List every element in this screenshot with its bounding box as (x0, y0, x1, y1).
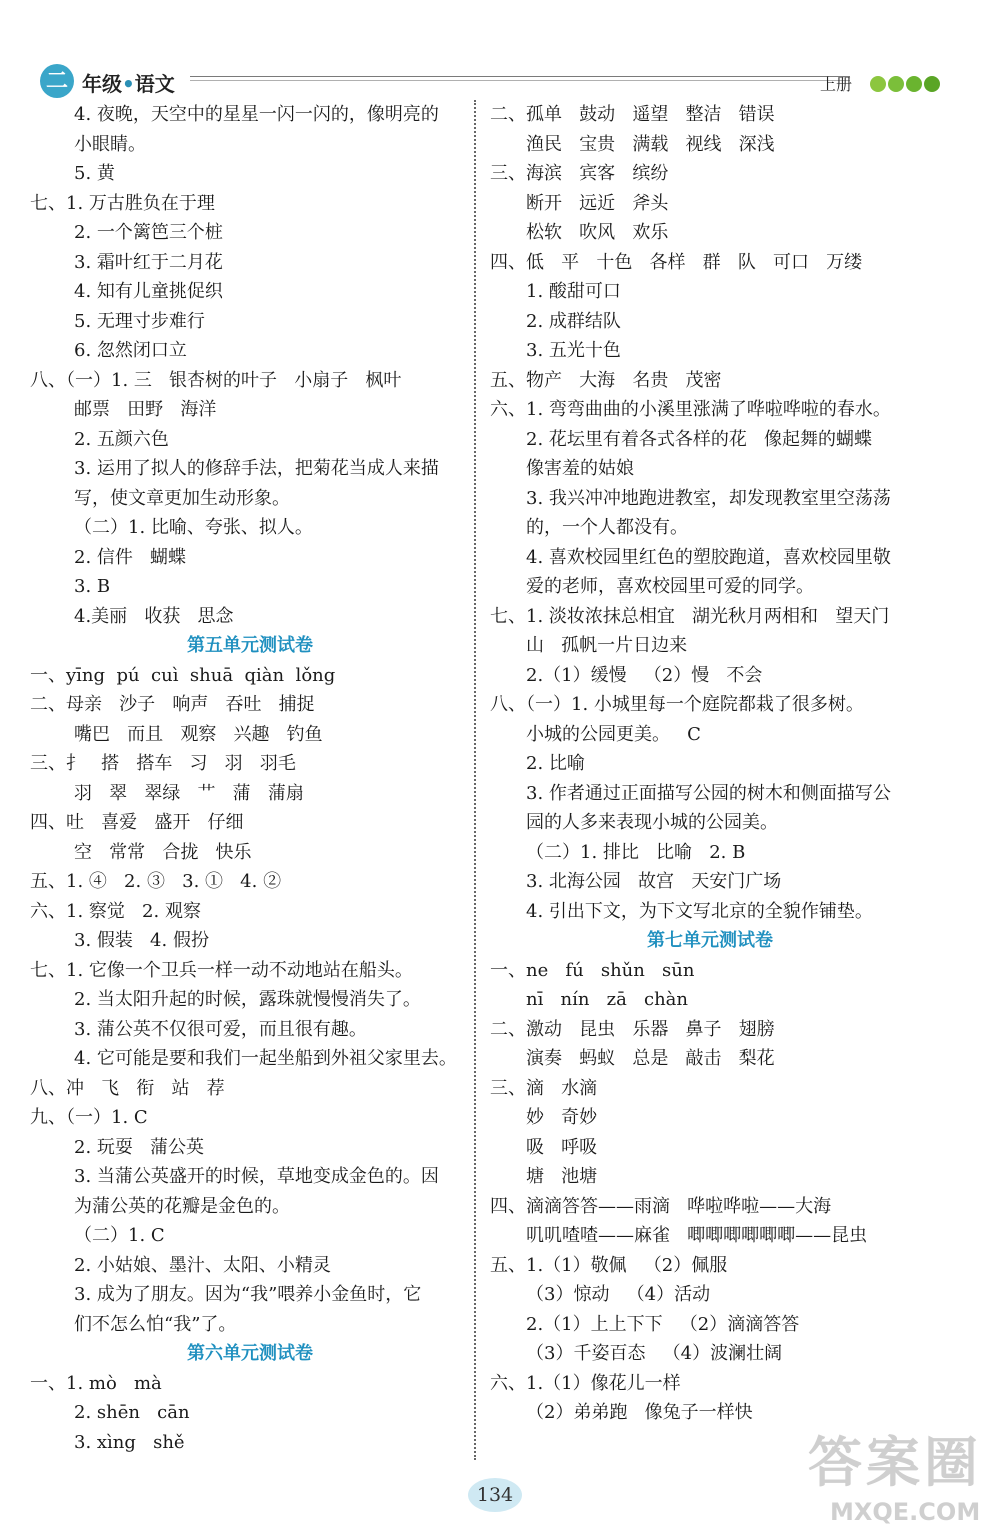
answer-line: 们不怎么怕“我”了。 (74, 1313, 237, 1335)
answer-line: 一、ne fú shǔn sūn (490, 959, 695, 981)
answer-line: （二）1. 比喻、夸张、拟人。 (74, 517, 313, 538)
answer-line: 4. 引出下文，为下文写北京的全貌作铺垫。 (526, 900, 873, 922)
header-rule (190, 76, 850, 77)
answer-line: 3. 北海公园 故宫 天安门广场 (526, 871, 782, 892)
answer-line: 二、孤单 鼓动 遥望 整洁 错误 (490, 104, 775, 125)
answer-line: 爱的老师，喜欢校园里可爱的同学。 (526, 576, 814, 597)
answer-line: 七、1. 淡妆浓抹总相宜 湖光秋月两相和 望天门 (490, 605, 890, 627)
volume-label: 上册 (820, 75, 853, 94)
page-header (40, 64, 920, 100)
answer-line: 3. 当蒲公英盛开的时候，草地变成金色的。因 (74, 1166, 439, 1187)
subject-label: 语文 (134, 72, 175, 96)
answer-line: （二）1. 排比 比喻 2. B (526, 841, 746, 863)
right-column (490, 100, 930, 1428)
answer-line: 九、（一）1. C (30, 1107, 148, 1128)
answer-line: （3）千姿百态 （4）波澜壮阔 (526, 1343, 783, 1364)
answer-line: 4. 夜晚，天空中的星星一闪一闪的，像明亮的 (74, 104, 439, 125)
section-title: 第五单元测试卷 (187, 635, 313, 656)
answer-line: 4. 它可能是要和我们一起坐船到外祖父家里去。 (74, 1048, 457, 1069)
answer-line: 四、低 平 十色 各样 群 队 可口 万缕 (490, 251, 863, 273)
answer-line: 一、1. mò mà (30, 1372, 162, 1394)
answer-line: 2. 小姑娘、墨汁、太阳、小精灵 (74, 1254, 331, 1276)
answer-line: 2.（1）上上下下 （2）滴滴答答 (526, 1313, 800, 1335)
answer-line: 2. 成群结队 (526, 310, 621, 332)
section-title: 第七单元测试卷 (647, 930, 773, 951)
answer-line: 3. 霜叶红于二月花 (74, 251, 223, 273)
answer-line: 松软 吹风 欢乐 (526, 222, 669, 243)
answer-line: 为蒲公英的花瓣是金色的。 (74, 1195, 290, 1217)
answer-line: 塘 池塘 (526, 1166, 598, 1187)
answer-line: 4.美丽 收获 思念 (74, 605, 234, 627)
answer-line: 2. 比喻 (526, 753, 585, 774)
answer-line: 一、yīng pú cuì shuā qiàn lǒng (30, 664, 336, 686)
watermark (808, 1420, 998, 1530)
answer-line: 5. 无理寸步难行 (74, 310, 205, 332)
answer-line: 七、1. 万古胜负在于理 (30, 192, 215, 214)
answer-line: 3. 假装 4. 假扮 (74, 930, 209, 951)
answer-line: 妙 奇妙 (526, 1107, 598, 1128)
answer-line: 2. 玩耍 蒲公英 (74, 1136, 205, 1158)
answer-line: 3. 成为了朋友。因为“我”喂养小金鱼时，它 (74, 1284, 422, 1305)
answer-line: 嘴巴 而且 观察 兴趣 钓鱼 (74, 723, 323, 745)
answer-line: 2. 当太阳升起的时候，露珠就慢慢消失了。 (74, 989, 421, 1010)
answer-line: 园的人多来表现小城的公园美。 (526, 812, 778, 833)
answer-line: 六、1.（1）像花儿一样 (490, 1372, 681, 1394)
answer-line: 3. xìng shě (74, 1431, 185, 1453)
answer-line: 二、激动 昆虫 乐器 鼻子 翅膀 (490, 1018, 775, 1040)
answer-line: 二、母亲 沙子 响声 吞吐 捕捉 (30, 694, 315, 715)
answer-line: 八、（一）1. 三 银杏树的叶子 小扇子 枫叶 (30, 369, 402, 391)
answer-line: 小眼睛。 (74, 133, 146, 155)
section-title: 第六单元测试卷 (187, 1343, 313, 1364)
answer-line: 五、物产 大海 名贵 茂密 (490, 369, 722, 391)
watermark-url: MXQE.COM (830, 1498, 981, 1526)
answer-line: 四、滴滴答答——雨滴 哗啦哗啦——大海 (490, 1195, 832, 1217)
answer-line: 2. 五颜六色 (74, 428, 169, 450)
answer-line: 断开 远近 斧头 (526, 192, 669, 214)
answer-line: 2.（1）缓慢 （2）慢 不会 (526, 664, 763, 686)
answer-line: 6. 忽然闭口立 (74, 340, 187, 361)
grade-label: 年级 (82, 72, 122, 96)
answer-line: 5. 黄 (74, 163, 115, 184)
answer-line: 2. 花坛里有着各式各样的花 像起舞的蝴蝶 (526, 428, 873, 450)
answer-line: 演奏 蚂蚁 总是 敲击 梨花 (526, 1048, 775, 1069)
answer-line: 吸 呼吸 (526, 1136, 598, 1158)
answer-line: 3. 作者通过正面描写公园的树木和侧面描写公 (526, 782, 891, 804)
answer-line: 渔民 宝贵 满载 视线 深浅 (526, 133, 775, 155)
answer-line: 三、滴 水滴 (490, 1077, 598, 1099)
answer-line: 像害羞的姑娘 (526, 458, 634, 479)
answer-line: （2）弟弟跑 像兔子一样快 (526, 1402, 753, 1423)
answer-line: 叽叽喳喳——麻雀 唧唧唧唧唧唧——昆虫 (526, 1225, 868, 1246)
answer-line: （3）惊动 （4）活动 (526, 1284, 711, 1305)
answer-line: 3. 我兴冲冲地跑进教室，却发现教室里空荡荡 (526, 487, 891, 509)
answer-line: 六、1. 察觉 2. 观察 (30, 900, 201, 922)
answer-line: nī nín zā chàn (526, 989, 688, 1010)
header-rule-secondary (190, 80, 850, 81)
answer-line: （二）1. C (74, 1225, 165, 1246)
left-column (30, 100, 470, 1457)
answer-line: 八、（一）1. 小城里每一个庭院都栽了很多树。 (490, 694, 864, 715)
answer-line: 2. shēn cān (74, 1402, 190, 1423)
answer-line: 3. 运用了拟人的修辞手法，把菊花当成人来描 (74, 458, 439, 479)
answer-line: 1. 酸甜可口 (526, 281, 621, 302)
grade-subject-label (82, 68, 175, 97)
answer-line: 五、1. ④ 2. ③ 3. ① 4. ② (30, 871, 282, 892)
decoration-dot-icon (924, 76, 940, 92)
answer-line: 六、1. 弯弯曲曲的小溪里涨满了哗啦哗啦的春水。 (490, 399, 891, 420)
answer-line: 三、扌 搭 搭车 习 羽 羽毛 (30, 753, 296, 774)
separator-dot: • (122, 72, 135, 96)
answer-line: 3. 五光十色 (526, 340, 621, 361)
decoration-dot-icon (870, 76, 886, 92)
answer-line: 七、1. 它像一个卫兵一样一动不动地站在船头。 (30, 959, 413, 981)
answer-line: 羽 翠 翠绿 艹 蒲 蒲扇 (74, 782, 304, 804)
answer-line: 2. 信件 蝴蝶 (74, 546, 187, 568)
answer-line: 4. 喜欢校园里红色的塑胶跑道，喜欢校园里敬 (526, 546, 891, 568)
answer-line: 八、冲 飞 衔 站 荐 (30, 1077, 225, 1099)
column-divider (474, 100, 476, 1460)
answer-line: 空 常常 合拢 快乐 (74, 841, 252, 863)
answer-line: 4. 知有儿童挑促织 (74, 281, 223, 302)
grade-badge: 二 (40, 64, 74, 98)
answer-line: 三、海滨 宾客 缤纷 (490, 163, 669, 184)
answer-line: 五、1.（1）敬佩 （2）佩服 (490, 1254, 728, 1276)
answer-line: 2. 一个篱笆三个桩 (74, 222, 223, 243)
watermark-logo: 答案圈 (808, 1431, 982, 1494)
page-number: 134 (460, 1478, 530, 1512)
answer-line: 邮票 田野 海洋 (74, 399, 217, 420)
decoration-dot-icon (906, 76, 922, 92)
answer-line: 3. B (74, 576, 111, 597)
decoration-dot-icon (888, 76, 904, 92)
answer-line: 3. 蒲公英不仅很可爱，而且很有趣。 (74, 1018, 367, 1040)
answer-line: 四、吐 喜爱 盛开 仔细 (30, 812, 244, 833)
answer-line: 的，一个人都没有。 (526, 517, 688, 538)
answer-line: 山 孤帆一片日边来 (526, 635, 688, 656)
answer-line: 小城的公园更美。 C (526, 723, 701, 745)
answer-line: 写，使文章更加生动形象。 (74, 487, 290, 509)
